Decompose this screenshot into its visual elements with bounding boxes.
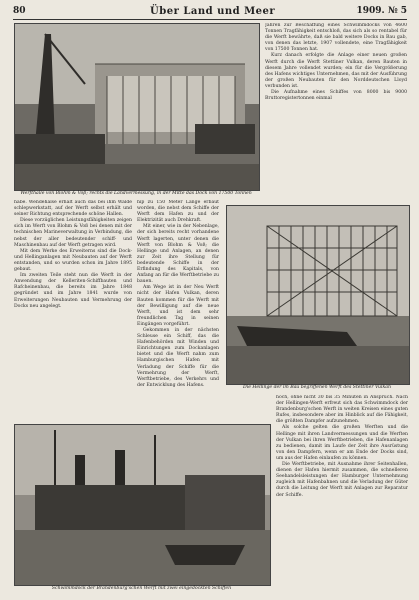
paragraph: habe. Wendehälse erhält auch das bei ihm Walde schlepwerkstatt, auf der Werft selbst erhält und seiner Richtung entsprechende schöne Hallen.: [14, 200, 132, 218]
caption-slipways: Die Hellinge der im Bau begriffenen Werft des Stettiner Vulkan: [243, 385, 391, 390]
caption-floating-dock: Schwimmdock der Brandenburg'schen Werft mit zwei eingedockten Schiffen: [51, 586, 232, 591]
paragraph: Mit einer, wie in der Nebenlage, der sich bereits recht vorhandene Werft lagerten, unter denen die Werft von Blohm & Voß; die Hellinge und Anlagen, an denen zur Zeit ihre Stellung für bedeutende Schiffe in der Erfindung des Kapitals, von Anfang an für die Werftbetriebe zu bauen.: [137, 224, 219, 285]
text-column-left-1: [14, 200, 132, 422]
magazine-title: Über Land und Meer: [150, 6, 276, 17]
paragraph: Die Aufnahme eines Schiffes von 8000 bis 9000 Bruttoregistertonnen einmal: [265, 90, 407, 102]
text-column-right-bottom: [276, 395, 408, 590]
issue-label: 1909. № 5: [356, 6, 407, 16]
paragraph: Mit dem Werke des Erweiterns sind die Dock- und Hellinganlagen mit Neubauten auf der Werft entstanden, und so wurden schon im Jahre 1895 gebaut.: [14, 248, 132, 273]
paragraph: Im zweiten Teile steht nun die Werft in der Anwendung der Kelleriten-Schiffbauten und Rafcheinenbau, die bereits im Jahre 1848 gegründet und im Jahre 1841 wurde von Erweiterungen Neubauten und Vermehrung der Docks neu angelegt.: [14, 273, 132, 309]
photo-floating-dock: [14, 424, 271, 586]
paragraph: Als solche gelten die großen Werften und die Hellinge mit ihren Landvermessungen und die Werften der Vulkan bei ihren Werftbetrieben, die Hafenanlagen zu bedienen, damit im Laufe der Zeit ihre Ausrüstung von den Dampfern, wenn er am Ende der Docks sind, um aus der Hafen einlaufen zu können.: [276, 425, 408, 461]
paragraph: hip zu 150 Meter Länge erbaut worden, die nebst dem Schiffe der Werft dem Hafen zu und der Elektrizität auch Drehkraft.: [137, 200, 219, 224]
paragraph: hoch, ohne nicht 30 bis 35 Minuten in Anspruch. Nach der Hellingen-Werft erfreut sich das Schwimmdock der Brandenburg'schen Werft in weiten Kreisen eines guten Rufes, insbesondere aber im Hinblick auf die Fähigkeit, die größten Dampfer aufzunehmen.: [276, 395, 408, 425]
photo-slipways: [226, 205, 410, 385]
paragraph: Jahren zur Beschaffung eines Schwimmdocks von 4600 Tonnen Tragfähigkeit entschloß, das sich als so rentabel für die Werft bewährte, daß sie bald weitere Docks in Bau gab, von denen das letzte, 1907 vollendete, eine Tragfähigkeit von 17500 Tonnen hat.: [265, 23, 407, 53]
page-number: 80: [13, 6, 26, 16]
photo-shipyard-hall: [14, 23, 260, 191]
text-column-right-top: [265, 23, 407, 201]
shipyard-hall-image: [15, 24, 259, 190]
floating-dock-image: [15, 425, 270, 585]
paragraph: Am Wege ist in der Neu Werft nicht der Hafen Vulkan, deren Bauten kommen für die Werft mit der Bewilligung auf die neue Werft, und ist dem sehr freundlichen Tag in seinen Eingängen vorgeführt.: [137, 285, 219, 327]
slipways-image: [227, 206, 409, 384]
paragraph: Gekommen in der nächsten Schleuse ein Schiff, das die Hafenbehörden mit Winden und Einrichtungen zum Dockanlagen bietet und die Werft nahm zum Hamburgischen Hafen mit Verladung der Schiffe für die Vermehrung der Werft, Werftbetriebe, des Verkehrs und der Entwicklung des Hafens.: [137, 327, 219, 388]
paragraph: Kurz danach erfolgte die Anlage einer neuen großen Werft durch die Werft Stettiner Vulkan, deren Bauten in diesem Jahre vollendet wurden; ein für die Vergrößerung des Hafens wichtiges Unternehmen, das mit der Ausführung der großen Neubauten für den Norddeutschen Lloyd verbunden ist.: [265, 53, 407, 89]
caption-shipyard-hall: Werfthalle von Blohm & Voß; rechts die Landvermessung, in der Mitte das Dock von 17500 Tonnen: [20, 191, 252, 196]
text-column-left-2: [137, 200, 219, 390]
paragraph: Die Werftbetriebe, mit Ausnahme ihrer Seitenhallen, dienen der Hafen hiermit zusammen, die schnelleren Seehandelsleistungen der Hamburger Unternehmung zugleich mit Hafenbahnen und die Verladung der Güter durch die Leitung der Werft mit Anlagen zur Reparatur der Schiffe.: [276, 462, 408, 498]
header-rule: [13, 19, 407, 20]
paragraph: Diese vorzüglichen Leistungsfähigkeiten zeigen sich im Werft von Blohm & Voß bei denen mit der technischen Marineverwaltung in Verbindung, die nebst der aller bedeutender schiff- und Maschinenbau auf der Werft getragen wird.: [14, 218, 132, 248]
